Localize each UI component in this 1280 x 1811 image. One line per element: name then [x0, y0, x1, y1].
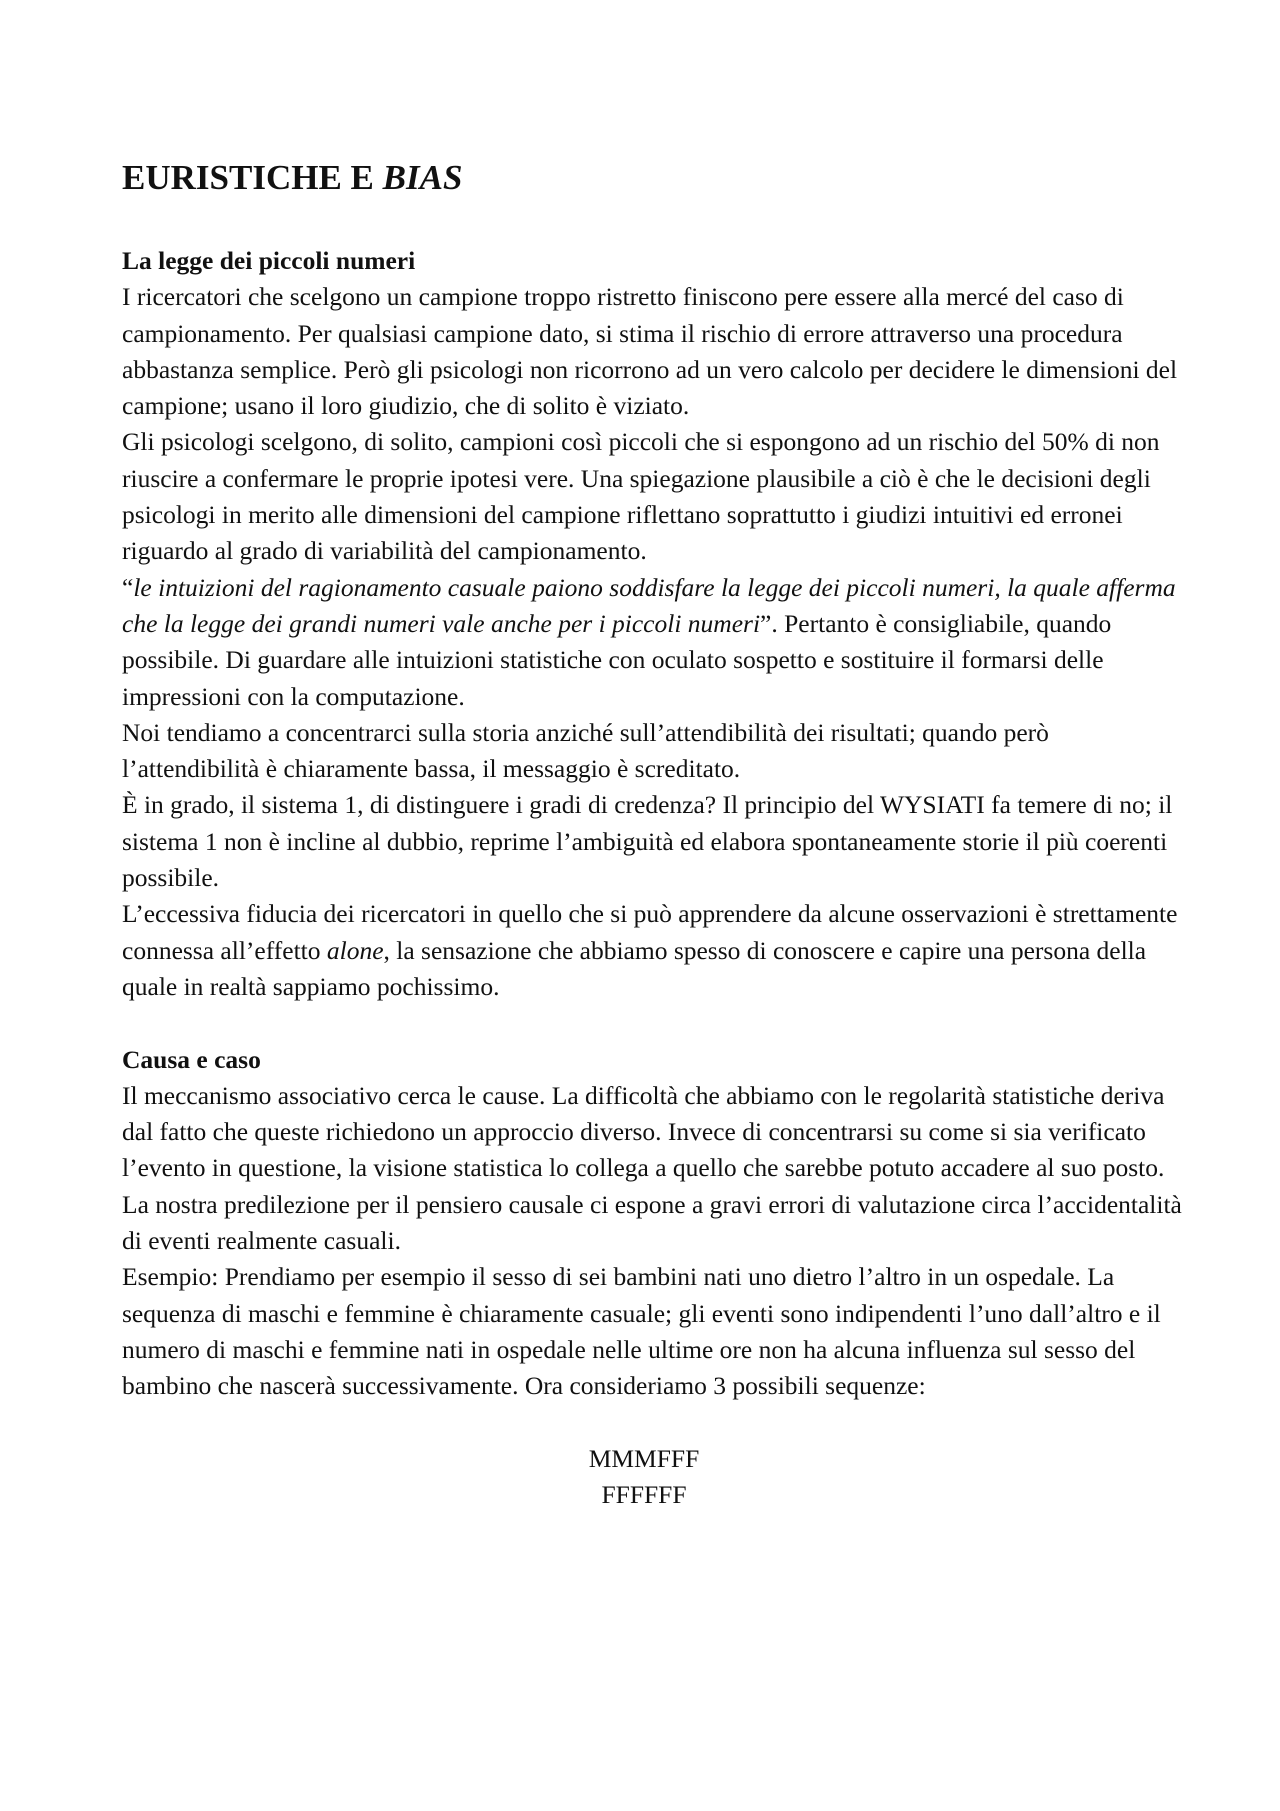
open-quote: “ — [122, 572, 134, 602]
paragraph: Esempio: Prendiamo per esempio il sesso di sei bambini nati uno dietro l’altro in un ospedale. La sequenza di maschi e femmine è chiaramente casuale; gli eventi sono indipendenti l’uno dall’altro e il numero di maschi e femmine nati in ospedale nelle ultime ore non ha alcuna influenza sul sesso del bambino che nascerà successivamente. Ora consideriamo 3 possibili sequenze: — [122, 1262, 1161, 1401]
page-title — [122, 150, 1182, 206]
title-main: EURISTICHE E — [122, 158, 383, 197]
document-page — [122, 150, 1182, 1513]
paragraph: Il meccanismo associativo cerca le cause. La difficoltà che abbiamo con le regolarità statistiche deriva dal fatto che queste richiedono un approccio diverso. Invece di concentrarsi su come si sia verificato l’evento in questione, la visione statistica lo collega a quello che sarebbe potuto accadere al suo posto. La nostra predilezione per il pensiero causale ci espone a gravi errori di valutazione circa l’accidentalità di eventi realmente casuali. — [122, 1080, 1182, 1256]
sequence-item: MMMFFF — [588, 1443, 700, 1473]
sequence-list — [122, 1441, 1166, 1514]
paragraph: È in grado, il sistema 1, di distinguere i gradi di credenza? Il principio del WYSIATI fa temere di no; il sistema 1 non è incline al dubbio, reprime l’ambiguità ed elabora spontaneamente storie il più coerenti possibile. — [122, 790, 1173, 893]
section-legge-piccoli-numeri — [122, 243, 1182, 1005]
paragraph: I ricercatori che scelgono un campione troppo ristretto finiscono pere essere alla mercé del caso di campionamento. Per qualsiasi campione dato, si stima il rischio di errore attraverso una procedura abbastanza semplice. Però gli psicologi non ricorrono ad un vero calcolo per decidere le dimensioni del campione; usano il loro giudizio, che di solito è viziato. — [122, 282, 1178, 421]
section-heading: La legge dei piccoli numeri — [122, 246, 416, 275]
paragraph: Noi tendiamo a concentrarci sulla storia anziché sull’attendibilità dei risultati; quando però l’attendibilità è chiaramente bassa, il messaggio è screditato. — [122, 717, 1049, 784]
section-causa-e-caso — [122, 1042, 1182, 1405]
quote-continuation: ”. Pertanto è consigliabile, quando possibile. Di guardare alle intuizioni statistiche con oculato sospetto e sostituire il formarsi delle impressioni con la computazione. — [122, 608, 1112, 711]
section-heading: Causa e caso — [122, 1044, 261, 1074]
text-run: L’eccessiva fiducia dei ricercatori in quello che si può apprendere da alcune osservazioni è strettamente connessa all’effetto — [122, 899, 1178, 965]
title-italic: BIAS — [382, 158, 463, 197]
paragraph: Gli psicologi scelgono, di solito, campioni così piccoli che si espongono ad un rischio del 50% di non riuscire a confermare le proprie ipotesi vere. Una spiegazione plausibile a ciò è che le decisioni degli psicologi in merito alle dimensioni del campione riflettano soprattutto i giudizi intuitivi ed erronei riguardo al grado di variabilità del campionamento. — [122, 427, 1160, 566]
text-run: , la sensazione che abbiamo spesso di conoscere e capire una persona della quale in realtà sappiamo pochissimo. — [122, 935, 1147, 1001]
sequence-item: FFFFFF — [601, 1480, 687, 1510]
italic-term: alone — [326, 935, 384, 965]
paragraph — [122, 896, 1182, 1005]
italic-quote: le intuizioni del ragionamento casuale paiono soddisfare la legge dei piccoli numeri, la quale afferma che la legge dei grandi numeri vale anche per i piccoli numeri — [122, 572, 1176, 638]
quote-paragraph — [122, 570, 1182, 715]
